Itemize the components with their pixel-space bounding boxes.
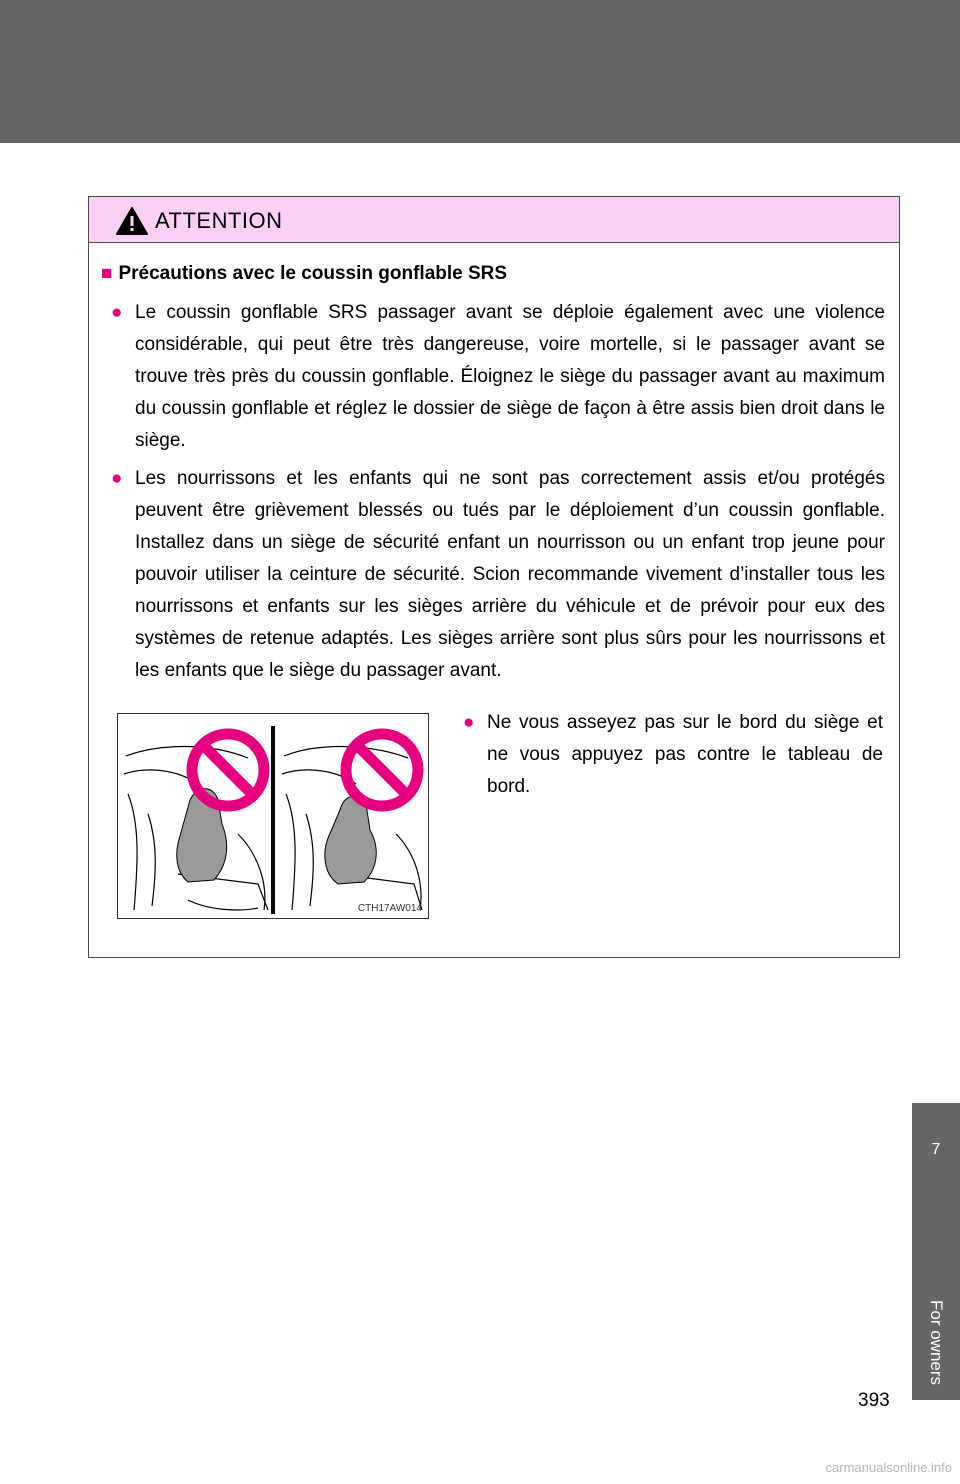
prohibition-icon xyxy=(346,734,418,806)
bullet-text: Les nourrissons et les enfants qui ne sont pas correctement assis et/ou protégés peuvent être grièvement blessés ou tués par le déploiement d’un coussin gonflable. Installez dans un siège de sécurité enfant un nourrisson ou un enfant trop jeune pour pouvoir utiliser la ceinture de sécurité. Scion recommande vivement d’installer tous les nourrissons et enfants sur les sièges arrière du véhicule et de prévoir pour eux des systèmes de retenue adaptés. Les sièges arrière sont plus sûrs pour les nourrissons et les enfants que le siège du passager avant. xyxy=(135,468,885,681)
right-occupant xyxy=(325,796,376,884)
chapter-tab[interactable] xyxy=(912,1103,960,1400)
bullet-dot-icon: ● xyxy=(111,302,123,323)
bullet-dot-icon: ● xyxy=(463,712,475,733)
prohibition-icon xyxy=(192,734,264,806)
bullet-item xyxy=(111,297,885,457)
illustration xyxy=(117,713,429,919)
bullet-item xyxy=(111,463,885,687)
warning-triangle-icon xyxy=(115,206,149,236)
square-bullet-icon: ■ xyxy=(101,263,113,284)
watermark[interactable]: carmanualsonline.info xyxy=(825,1460,952,1475)
page-number: 393 xyxy=(858,1390,890,1411)
attention-title: ATTENTION xyxy=(155,208,283,233)
section-heading xyxy=(101,263,507,285)
chapter-label: For owners xyxy=(927,1299,946,1385)
attention-box xyxy=(88,196,900,958)
bullet-dot-icon: ● xyxy=(111,468,123,489)
seat-posture-illustration xyxy=(118,714,428,918)
section-heading-text: Précautions avec le coussin gonflable SRS xyxy=(118,263,508,284)
top-band xyxy=(0,0,960,143)
bullet-item xyxy=(463,707,883,803)
bullet-text: Le coussin gonflable SRS passager avant se déploie également avec une violence considérable, qui peut être très dangereuse, voire mortelle, si le passager avant se trouve très près du coussin gonflable. Éloignez le siège du passager avant au maximum du coussin gonflable et réglez le dossier de siège de façon à être assis bien droit dans le siège. xyxy=(135,302,885,451)
illustration-code: CTH17AW014 xyxy=(357,903,422,914)
chapter-number: 7 xyxy=(931,1141,941,1158)
attention-header xyxy=(89,197,899,243)
bullet-text: Ne vous asseyez pas sur le bord du siège et ne vous appuyez pas contre le tableau de bord. xyxy=(487,712,883,797)
